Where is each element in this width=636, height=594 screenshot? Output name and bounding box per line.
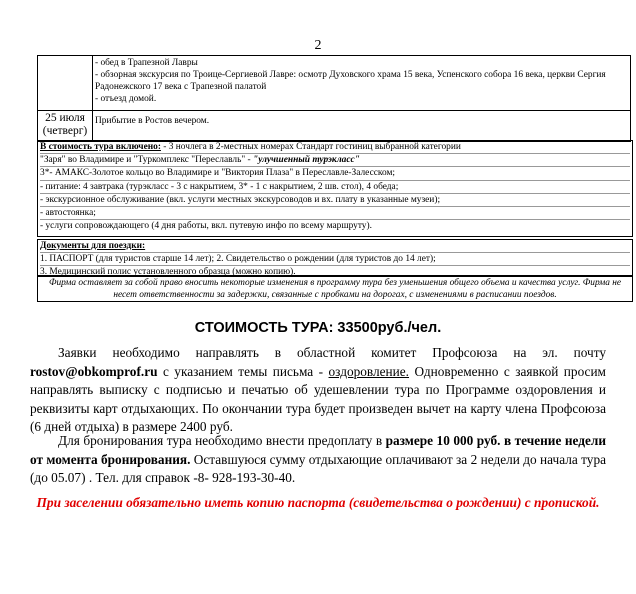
- disclaimer-text: Фирма оставляет за собой право вносить некоторые изменения в программу тура без уменьшения общего объема и качества услуг. Фирма не несет ответственности за задержки, связанные с пробками на дорогах, с изменениями в расписании поездов.: [48, 278, 622, 301]
- paragraph-text: с указанием темы письма -: [157, 363, 329, 379]
- documents-heading-line: [40, 240, 630, 253]
- program-line: Прибытие в Ростов вечером.: [95, 116, 210, 126]
- email-address: rostov@obkomprof.ru: [30, 363, 158, 379]
- included-heading: В стоимость тура включено:: [40, 142, 161, 152]
- paragraph-text: Для бронирования тура необходимо внести предоплату в: [58, 433, 386, 448]
- day-date: 25 июля: [45, 112, 85, 124]
- included-text: "Заря" во Владимире и "Туркомплекс "Переславль" -: [40, 155, 254, 166]
- passport-note: При заселении обязательно иметь копию паспорта (свидетельства о рождении) с пропиской.: [36, 495, 600, 510]
- day-weekday: (четверг): [42, 125, 88, 137]
- included-box: [37, 140, 633, 237]
- included-line: - питание: 4 завтрака (турэкласс - 3 с накрытием, 3* - 1 с накрытием, 2 шв. стол), 4 обеда;: [40, 181, 630, 194]
- included-line: [40, 154, 630, 167]
- included-line: [40, 141, 630, 154]
- paragraph-text: Заявки необходимо направлять в областной комитет Профсоюза на эл. почту: [58, 345, 606, 360]
- documents-heading: Документы для поездки:: [40, 241, 146, 251]
- included-text: - 3 ночлега в 2-местных номерах Стандарт гостиниц выбранной категории: [160, 142, 461, 152]
- included-line: - услуги сопровождающего (4 дня работы, вкл. путевую инфо по всему маршруту).: [40, 221, 372, 232]
- program-line: - обзорная экскурсия по Троице-Сергиевой Лавре: осмотр Духовского храма 15 века, Успенского собора 16 века, церкви Сергия Радонежского 17 века с Трапезной палатой: [95, 70, 606, 92]
- page-number: 2: [314, 38, 322, 53]
- included-line: - автостоянка;: [40, 207, 630, 220]
- day-cell: [38, 111, 93, 142]
- day-cell: [38, 56, 93, 111]
- email-topic: оздоровление.: [328, 363, 410, 379]
- table-row: [38, 111, 631, 142]
- paragraph-text: Одновременно с заявкой просим направлять выписку с подписью и печатью об удешевлении тура по Программе оздоровления и реквизиты карт отдыхающих. По окончании тура будет произведен вычет на карту члена Профсоюза (6 дней отдыха) в размере 2400 руб.: [30, 363, 606, 434]
- documents-box: [37, 239, 633, 276]
- prepayment-terms: размере 10 000 руб. в течение недели от момента бронирования.: [30, 433, 606, 467]
- booking-paragraph: [30, 432, 606, 488]
- disclaimer-box: [37, 276, 633, 302]
- tour-price: СТОИМОСТЬ ТУРА: 33500руб./чел.: [194, 320, 442, 336]
- program-line: - отъезд домой.: [95, 94, 157, 104]
- table-row: [38, 56, 631, 111]
- program-line: - обед в Трапезной Лавры: [95, 58, 198, 68]
- paragraph-text: Оставшуюся сумму отдыхающие оплачивают за 2 недели до начала тура (до 05.07) . Тел. для справок -8- 928-193-30-40.: [30, 451, 606, 485]
- documents-line: 3. Медицинский полис установленного образца (можно копию).: [40, 267, 296, 278]
- day-program-cell: [93, 56, 631, 111]
- included-line: - экскурсионное обслуживание (вкл. услуги местных экскурсоводов и вх. плату в указанные музеи);: [40, 194, 630, 207]
- included-line: 3*- АМАКС-Золотое кольцо во Владимире и "Виктория Плаза" в Переславле-Залесском;: [40, 167, 630, 180]
- documents-line: 1. ПАСПОРТ (для туристов старше 14 лет); 2. Свидетельство о рождении (для туристов до 14 лет);: [40, 253, 630, 266]
- included-emphasis: "улучшенный турэкласс": [253, 155, 360, 166]
- day-program-cell: [93, 111, 631, 142]
- application-paragraph: [30, 344, 606, 437]
- itinerary-table: [37, 55, 631, 142]
